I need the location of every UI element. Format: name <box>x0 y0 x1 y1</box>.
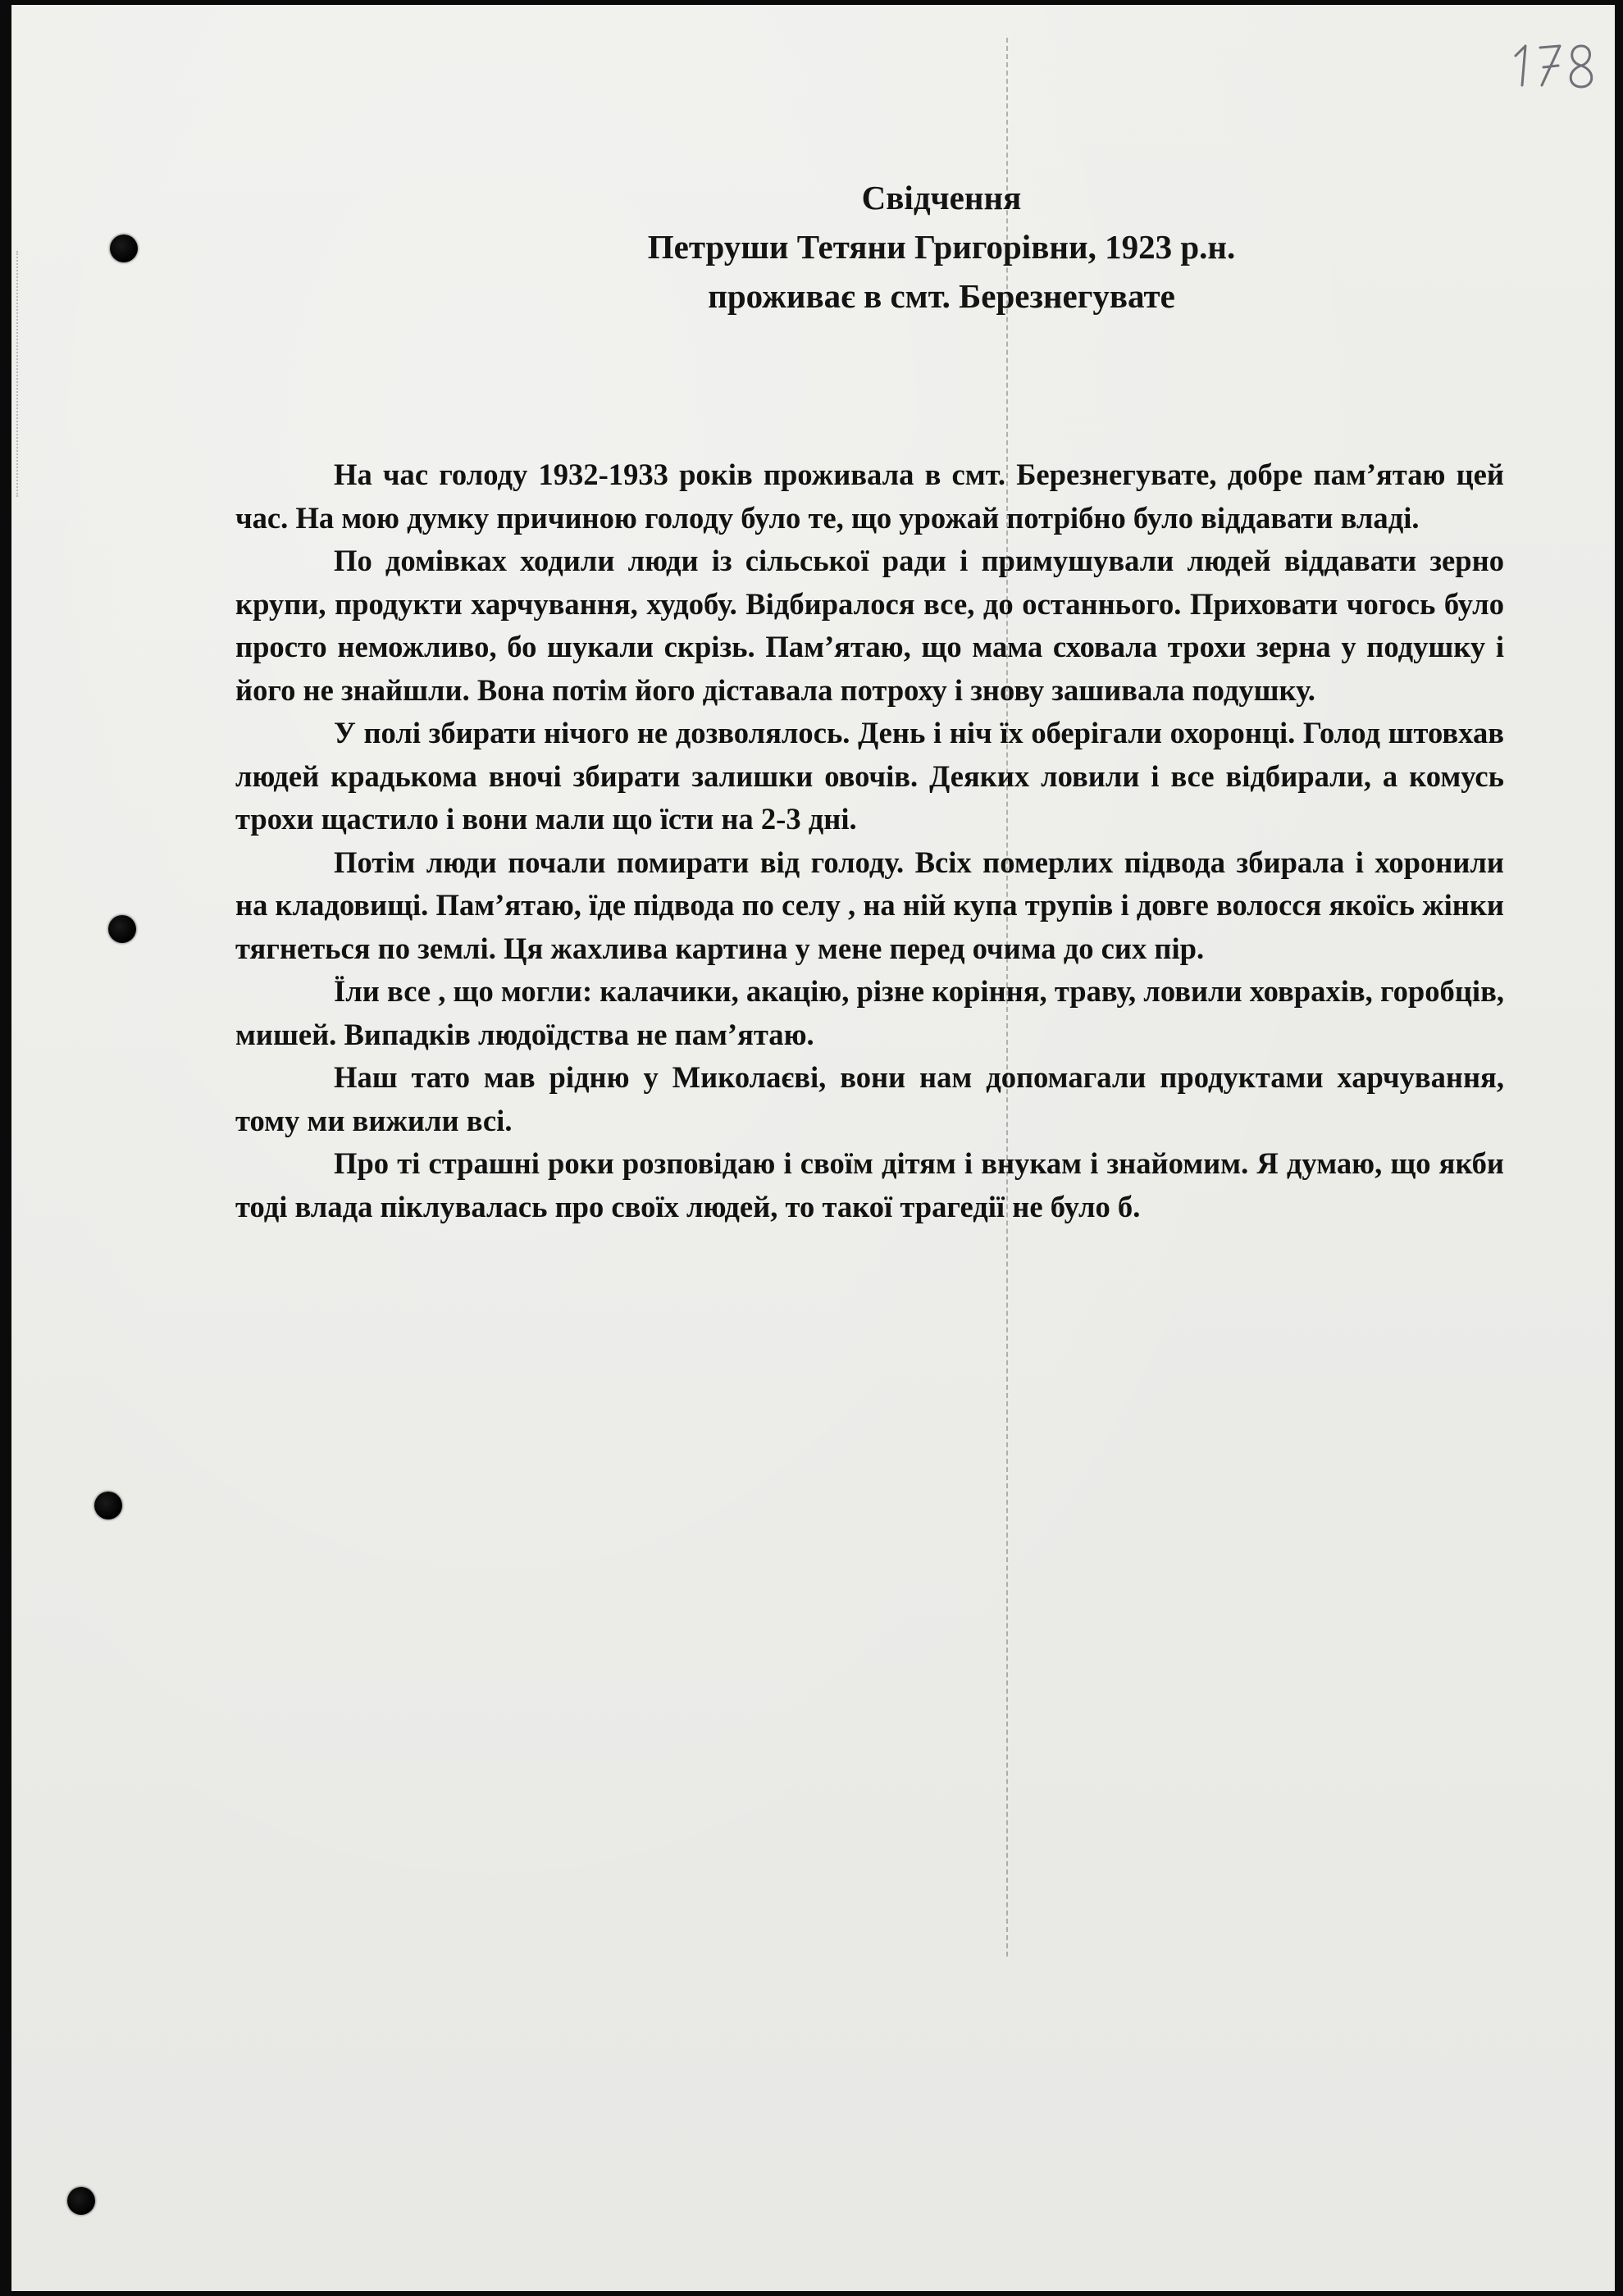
document-page <box>11 5 1615 2291</box>
punch-hole <box>94 1492 122 1519</box>
paragraph: У полі збирати нічого не дозволялось. День і ніч їх оберігали охоронці. Голод штовхав людей крадькома вночі збирати залишки овочів. Деяких ловили і все відбирали, а комусь трохи щастило і вони мали що їсти на 2-3 дні. <box>235 716 1504 836</box>
document-heading <box>11 174 1615 321</box>
handwritten-page-number <box>1511 38 1601 95</box>
paragraph: Потім люди почали помирати від голоду. Всіх померлих підвода збирала і хоронили на кладовищі. Пам’ятаю, їде підвода по селу , на ній купа трупів і довге волосся якоїсь жінки тягнеться по землі. Ця жахлива картина у мене перед очима до сих пір. <box>235 845 1504 965</box>
document-title: Свідчення <box>861 179 1022 216</box>
paragraph: Наш тато мав рідню у Миколаєві, вони нам допомагали продуктами харчування, тому ми вижили всі. <box>235 1060 1504 1137</box>
punch-hole <box>67 2187 95 2215</box>
witness-residence: проживає в смт. Березнегувате <box>708 276 1175 315</box>
paragraph: На час голоду 1932-1933 років проживала в смт. Березнегувате, добре пам’ятаю цей час. На мою думку причиною голоду було те, що урожай потрібно було віддавати владі. <box>235 458 1504 535</box>
testimony-body <box>235 453 1504 1228</box>
punch-hole <box>108 915 136 943</box>
paragraph: Про ті страшні роки розповідаю і своїм дітям і внукам і знайомим. Я думаю, що якби тоді влада піклувалась про своїх людей, то такої трагедії не було б. <box>235 1146 1504 1223</box>
paragraph: По домівках ходили люди із сільської ради і примушували людей віддавати зерно крупи, продукти харчування, худобу. Відбиралося все, до останнього. Приховати чогось було просто неможливо, бо шукали скрізь. Пам’ятаю, що мама сховала трохи зерна у подушку і його не знайшли. Вона потім його діставала потроху і знову зашивала подушку. <box>235 544 1504 707</box>
witness-name: Петруши Тетяни Григорівни, 1923 р.н. <box>647 227 1236 266</box>
paragraph: Їли все , що могли: калачики, акацію, різне коріння, траву, ловили ховрахів, горобців, мишей. Випадків людоїдства не пам’ятаю. <box>235 974 1504 1051</box>
